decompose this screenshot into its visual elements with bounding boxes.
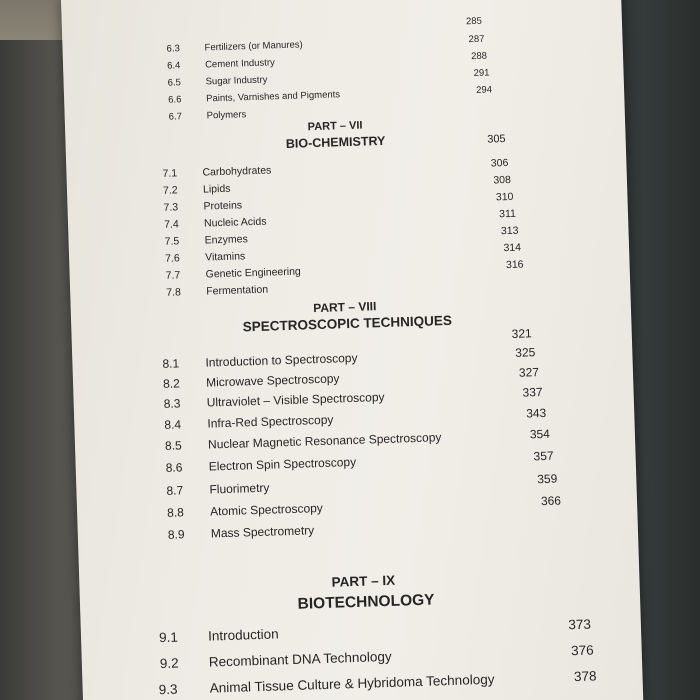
toc-page-number: 291 [473,67,490,80]
toc-entry [65,97,625,123]
toc-page-number: 366 [540,493,562,509]
toc-page-number: 311 [499,207,517,221]
toc-section-number: 7.1 [162,167,178,180]
toc-section-title: Atomic Spectroscopy [209,500,324,519]
toc-section-title: Proteins [203,199,243,213]
toc-section-title: Ultraviolet – Visible Spectroscopy [206,389,385,410]
toc-section-title: Mass Spectrometry [210,523,315,541]
toc-page-number: 310 [495,190,514,204]
toc-section-title: Introduction [207,626,279,644]
toc-section-title: Sugar Industry [205,74,268,88]
toc-page-number: 343 [525,405,547,421]
toc-section-number: 8.5 [164,438,182,453]
toc-entry [62,11,622,29]
toc-section-number: 6.7 [168,111,183,123]
toc-section-number: 7.8 [166,286,182,299]
toc-section-title: Nuclear Magnetic Resonance Spectroscopy [207,430,442,452]
toc-section-title: Carbohydrates [202,164,272,179]
toc-section-number: 8.7 [166,483,184,498]
toc-page-number: 316 [505,258,524,272]
toc-entry [78,513,638,542]
toc-page-number: 378 [573,668,597,685]
toc-section-title: Introduction to Spectroscopy [205,350,358,370]
toc-section-number: 8.1 [162,356,180,371]
toc-section-title: Animal Tissue Culture & Hybridoma Technology [209,671,495,696]
toc-page-number: 288 [470,50,488,63]
toc-section-title: Vitamins [204,250,246,264]
toc-section-number: 7.5 [164,235,180,248]
toc-section-number: 7.7 [165,269,181,282]
toc-section-title: Cement Industry [204,57,275,71]
toc-entry [74,382,634,411]
toc-section-title: Polymers [206,109,247,122]
toc-page-number: 314 [503,241,522,255]
toc-section-number: 7.4 [163,218,179,231]
toc-entry [63,46,623,72]
toc-section-number: 6.3 [166,43,180,55]
toc-section-number: 7.6 [164,252,180,265]
toc-page-number: 321 [511,326,532,341]
toc-page-number: 325 [515,345,536,360]
toc-entry [62,29,622,55]
toc-page-number: 376 [570,642,594,659]
toc-section-number: 8.9 [167,527,185,542]
toc-section-title: Lipids [202,182,231,196]
toc-section-title: Genetic Engineering [205,265,301,281]
toc-entry [75,424,635,453]
toc-section-title: Nucleic Acids [203,215,267,230]
toc-section-number: 8.6 [165,460,183,475]
part-label: PART – IX [331,572,396,590]
toc-section-title: Enzymes [204,233,248,247]
part-label: PART – VIII [313,299,377,316]
part-title: BIO-CHEMISTRY [285,133,386,151]
toc-page-number: 327 [518,365,540,380]
toc-section-number: 8.3 [163,396,181,411]
toc-section-number: 6.5 [167,77,182,89]
toc-section-number: 7.3 [163,201,179,214]
toc-page-number: 294 [476,84,493,96]
toc-page-number: 373 [568,616,592,633]
toc-page-number: 337 [522,385,543,400]
toc-entry [76,469,636,498]
toc-page-number: 359 [537,471,558,487]
toc-section-title: Electron Spin Spectroscopy [208,454,357,474]
toc-page-number: 287 [468,33,485,46]
toc-section-number: 7.2 [162,184,178,197]
toc-section-number: 9.3 [158,681,178,698]
part-label: PART – VII [307,119,363,134]
part-title: SPECTROSCOPIC TECHNIQUES [242,312,453,335]
toc-section-title: Paints, Varnishes and Pigments [206,89,341,105]
toc-page-number: 305 [487,133,506,146]
toc-section-title: Fermentation [206,283,269,298]
table-of-contents [61,0,644,700]
toc-page-number: 306 [490,156,509,170]
part-title: BIOTECHNOLOGY [297,591,435,613]
toc-section-title: Recombinant DNA Technology [208,648,392,670]
toc-section-number: 8.2 [162,376,181,391]
book-page [61,0,644,700]
toc-entry [64,63,624,89]
toc-section-number: 8.4 [164,417,182,432]
toc-section-title: Infra-Red Spectroscopy [207,412,334,431]
toc-section-title: Microwave Spectroscopy [205,371,340,390]
toc-section-title: Fluorimetry [209,480,270,497]
toc-page-number: 308 [493,173,512,187]
toc-page-number: 357 [533,448,554,464]
toc-section-title: Fertilizers (or Manures) [204,39,303,54]
toc-page-number: 285 [465,15,483,28]
toc-entry [74,403,634,432]
toc-section-number: 9.1 [158,629,179,646]
toc-section-number: 8.8 [166,505,185,520]
toc-entry [72,342,632,371]
toc-entry [77,491,637,520]
toc-section-number: 9.2 [159,655,179,672]
toc-page-number: 354 [529,426,551,442]
toc-entry [70,255,630,282]
toc-section-number: 6.6 [168,94,182,106]
toc-entry [70,272,630,299]
toc-entry [64,80,624,106]
toc-section-number: 6.4 [166,60,181,72]
toc-entry [76,446,636,475]
toc-page-number: 313 [500,224,519,238]
